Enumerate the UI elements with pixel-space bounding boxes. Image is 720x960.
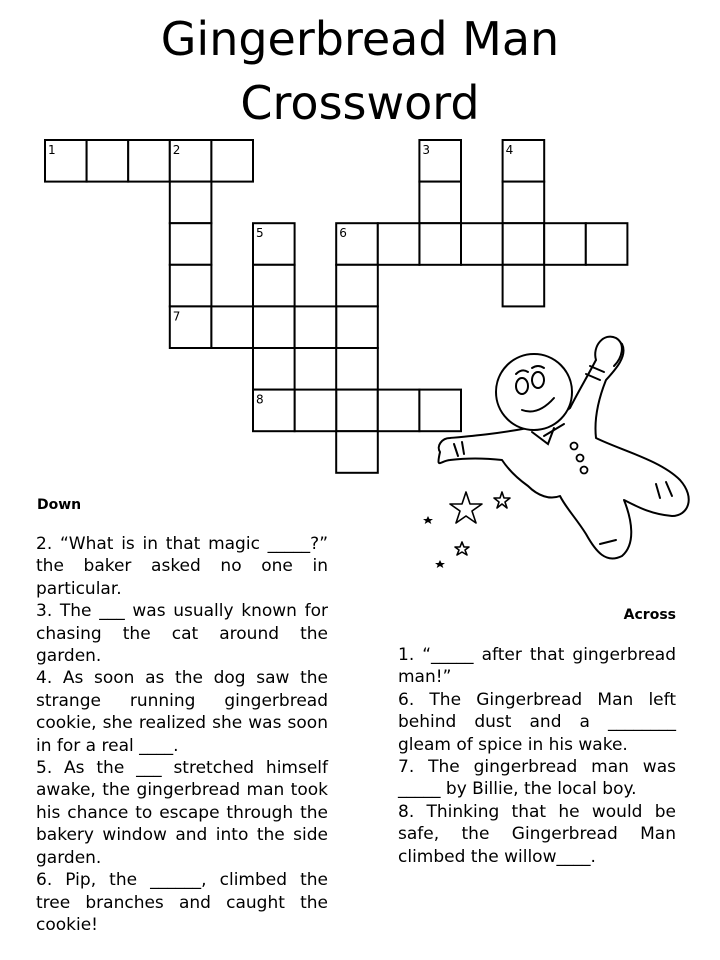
across-clue-7: 7. The gingerbread man was _____ by Billie, the local boy. (398, 757, 676, 800)
across-clue-1: 1. “_____ after that gingerbread man!” (398, 645, 676, 688)
star-icon (450, 492, 482, 523)
crossword-cell[interactable] (295, 390, 337, 432)
cell-number: 4 (505, 143, 514, 157)
crossword-cell[interactable] (87, 140, 129, 182)
across-heading: Across (623, 607, 676, 623)
crossword-cell[interactable] (336, 265, 378, 307)
crossword-cell[interactable] (170, 223, 212, 265)
crossword-cell[interactable] (503, 182, 545, 224)
crossword-cell[interactable] (253, 306, 295, 348)
cell-number: 1 (48, 143, 56, 157)
crossword-cell[interactable] (378, 223, 420, 265)
crossword-cell[interactable] (336, 390, 378, 432)
down-clue-6: 6. Pip, the ______, climbed the tree branches and caught the cookie! (36, 870, 328, 935)
cell-number: 5 (256, 226, 264, 241)
small-star-icon (423, 516, 433, 524)
star-icon (455, 542, 469, 555)
down-clue-3: 3. The ___ was usually known for chasing the cat around the garden. (36, 601, 328, 667)
down-clue-2: 2. “What is in that magic _____?” the baker asked no one in particular. (36, 534, 328, 599)
crossword-cell[interactable] (586, 223, 628, 265)
page-title-line-2: Crossword (240, 76, 480, 130)
crossword-cell[interactable] (419, 223, 461, 265)
down-heading: Down (37, 497, 82, 513)
cell-number: 2 (172, 143, 181, 157)
crossword-cell[interactable] (211, 306, 253, 348)
across-clue-list (398, 644, 676, 868)
cell-number: 3 (422, 143, 431, 157)
crossword-cell[interactable] (419, 182, 461, 224)
crossword-cell[interactable] (503, 223, 545, 265)
crossword-cell[interactable] (253, 265, 295, 307)
page-title-line-1: Gingerbread Man (160, 12, 560, 66)
crossword-cell[interactable] (253, 348, 295, 390)
crossword-cell[interactable] (295, 306, 337, 348)
crossword-cell[interactable] (170, 182, 212, 224)
across-clue-8: 8. Thinking that he would be safe, the Gingerbread Man climbed the willow____. (398, 801, 676, 867)
crossword-cell[interactable] (336, 306, 378, 348)
crossword-cell[interactable] (503, 265, 545, 307)
crossword-cell[interactable] (336, 431, 378, 473)
crossword-cell[interactable] (211, 140, 253, 182)
small-star-icon (435, 560, 445, 568)
gingerbread-man-illustration (410, 320, 700, 580)
cell-number: 7 (172, 309, 181, 324)
crossword-cell[interactable] (170, 265, 212, 307)
down-clue-5: 5. As the ___ stretched himself awake, the gingerbread man took his chance to escape through the bakery window and into the side garden. (36, 758, 328, 868)
crossword-cell[interactable] (336, 348, 378, 390)
crossword-cell[interactable] (128, 140, 170, 182)
crossword-cell[interactable] (544, 223, 586, 265)
down-clue-list (36, 533, 328, 936)
star-icon (494, 492, 510, 508)
cell-number: 6 (339, 226, 347, 241)
down-clue-4: 4. As soon as the dog saw the strange running gingerbread cookie, she realized she was soon in for a real ____. (36, 668, 328, 756)
gingerbread-head (496, 354, 572, 430)
cell-number: 8 (256, 392, 264, 407)
across-clue-6: 6. The Gingerbread Man left behind dust and a ________ gleam of spice in his wake. (398, 689, 676, 755)
crossword-cell[interactable] (461, 223, 503, 265)
